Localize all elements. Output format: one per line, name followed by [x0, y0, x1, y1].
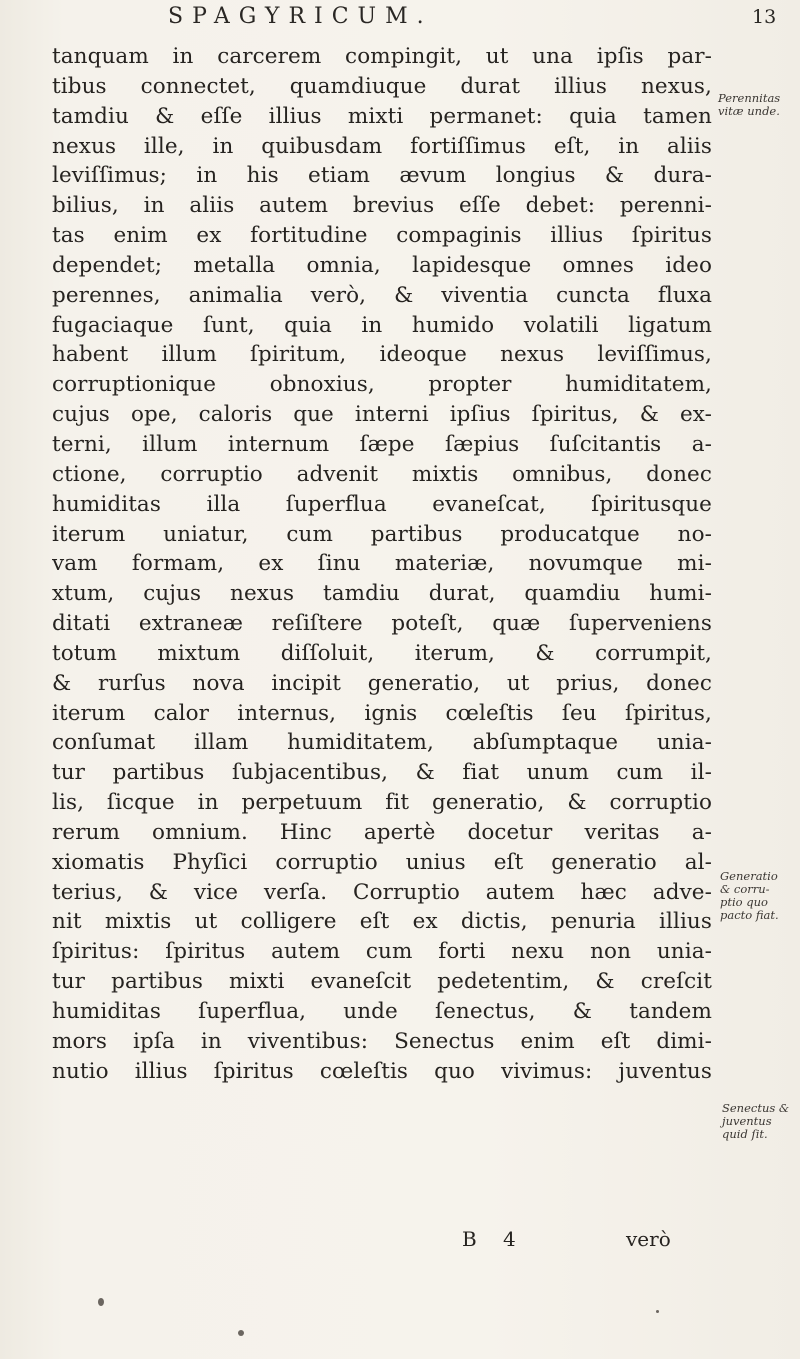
text-line: corruptionique obnoxius, propter humiditatem,: [52, 372, 712, 398]
text-line: ditati extraneæ reſiſtere poteſt, quæ ſuperveniens: [52, 611, 712, 637]
text-line: humiditas illa ſuperflua evaneſcat, ſpiritusque: [52, 491, 712, 517]
text-line: terni, illum internum ſæpe ſæpius ſuſcitantis a-: [52, 431, 712, 457]
text-line: nexus ille, in quibusdam fortiſſimus eſt, in aliis: [52, 133, 712, 159]
main-text-block: [52, 42, 712, 1087]
text-line: ſpiritus: ſpiritus autem cum forti nexu non unia-: [52, 939, 712, 965]
marginal-line: Generatio: [720, 869, 778, 883]
marginal-line: & corru-: [720, 882, 770, 896]
text-line: tibus connectet, quamdiuque durat illius nexus,: [52, 73, 712, 99]
signature-mark: B 4: [462, 1227, 526, 1251]
marginal-line: juventus: [722, 1114, 772, 1128]
text-line: lis, ſicque in perpetuum fit generatio, & corruptio: [52, 790, 712, 816]
text-line: tanquam in carcerem compingit, ut una ipſis par-: [52, 44, 712, 69]
text-line: humiditas ſuperflua, unde ſenectus, & tandem: [52, 999, 712, 1024]
text-line: perennes, animalia verò, & viventia cuncta fluxa: [52, 282, 712, 308]
text-line: xiomatis Phyſici corruptio unius eſt generatio al-: [52, 849, 712, 875]
text-line: xtum, cujus nexus tamdiu durat, quamdiu humi-: [52, 581, 712, 607]
marginal-note-senectus: [722, 1102, 800, 1141]
text-line: fugaciaque ſunt, quia in humido volatili ligatum: [52, 312, 712, 338]
catchword: verò: [626, 1227, 671, 1251]
text-line: nutio illius ſpiritus cœleſtis quo vivimus: juventus: [52, 1058, 712, 1084]
text-line: & rurſus nova incipit generatio, ut prius, donec: [52, 670, 712, 696]
text-line: cujus ope, caloris que interni ipſius ſpiritus, & ex-: [52, 402, 712, 428]
marginal-line: vitæ unde.: [718, 104, 780, 118]
text-line: totum mixtum diſſoluit, iterum, & corrumpit,: [52, 640, 712, 666]
marginal-line: pacto fiat.: [720, 908, 779, 922]
text-line: leviſſimus; in his etiam ævum longius & dura-: [52, 163, 712, 189]
text-line: mors ipſa in viventibus: Senectus enim eſt dimi-: [52, 1028, 712, 1054]
text-line: iterum uniatur, cum partibus producatque no-: [52, 521, 712, 547]
marginal-line: Perennitas: [718, 91, 781, 105]
ink-speck: [98, 1298, 104, 1306]
text-line: vam formam, ex ſinu materiæ, novumque mi-: [52, 551, 712, 577]
marginal-line: ptio quo: [720, 895, 768, 909]
text-line: rerum omnium. Hinc apertè docetur veritas a-: [52, 819, 712, 845]
marginal-line: Senectus &: [722, 1101, 790, 1115]
text-line: iterum calor internus, ignis cœleſtis ſeu ſpiritus,: [52, 700, 712, 726]
text-line: dependet; metalla omnia, lapidesque omnes ideo: [52, 252, 712, 278]
text-line: ctione, corruptio advenit mixtis omnibus, donec: [52, 461, 712, 487]
ink-speck: [238, 1330, 244, 1336]
marginal-note-generatio: [720, 870, 800, 922]
text-line: terius, & vice verſa. Corruptio autem hæc adve-: [52, 879, 712, 905]
text-line: tas enim ex fortitudine compaginis illius ſpiritus: [52, 223, 712, 249]
text-line: conſumat illam humiditatem, abſumptaque unia-: [52, 730, 712, 756]
text-line: tur partibus ſubjacentibus, & fiat unum cum il-: [52, 760, 712, 786]
ink-speck: [656, 1310, 659, 1313]
text-line: nit mixtis ut colligere eſt ex dictis, penuria illius: [52, 909, 712, 935]
text-line: tamdiu & eſſe illius mixti permanet: quia tamen: [52, 103, 712, 129]
marginal-line: quid ſit.: [722, 1127, 768, 1141]
text-line: tur partibus mixti evaneſcit pedetentim, & creſcit: [52, 969, 712, 995]
text-line: habent illum ſpiritum, ideoque nexus leviſſimus,: [52, 342, 712, 368]
page-number: 13: [752, 6, 777, 28]
running-title: SPAGYRICUM.: [168, 4, 433, 29]
text-line: bilius, in aliis autem brevius eſſe debet: perenni-: [52, 193, 712, 219]
marginal-note-perennitas: [718, 92, 798, 118]
